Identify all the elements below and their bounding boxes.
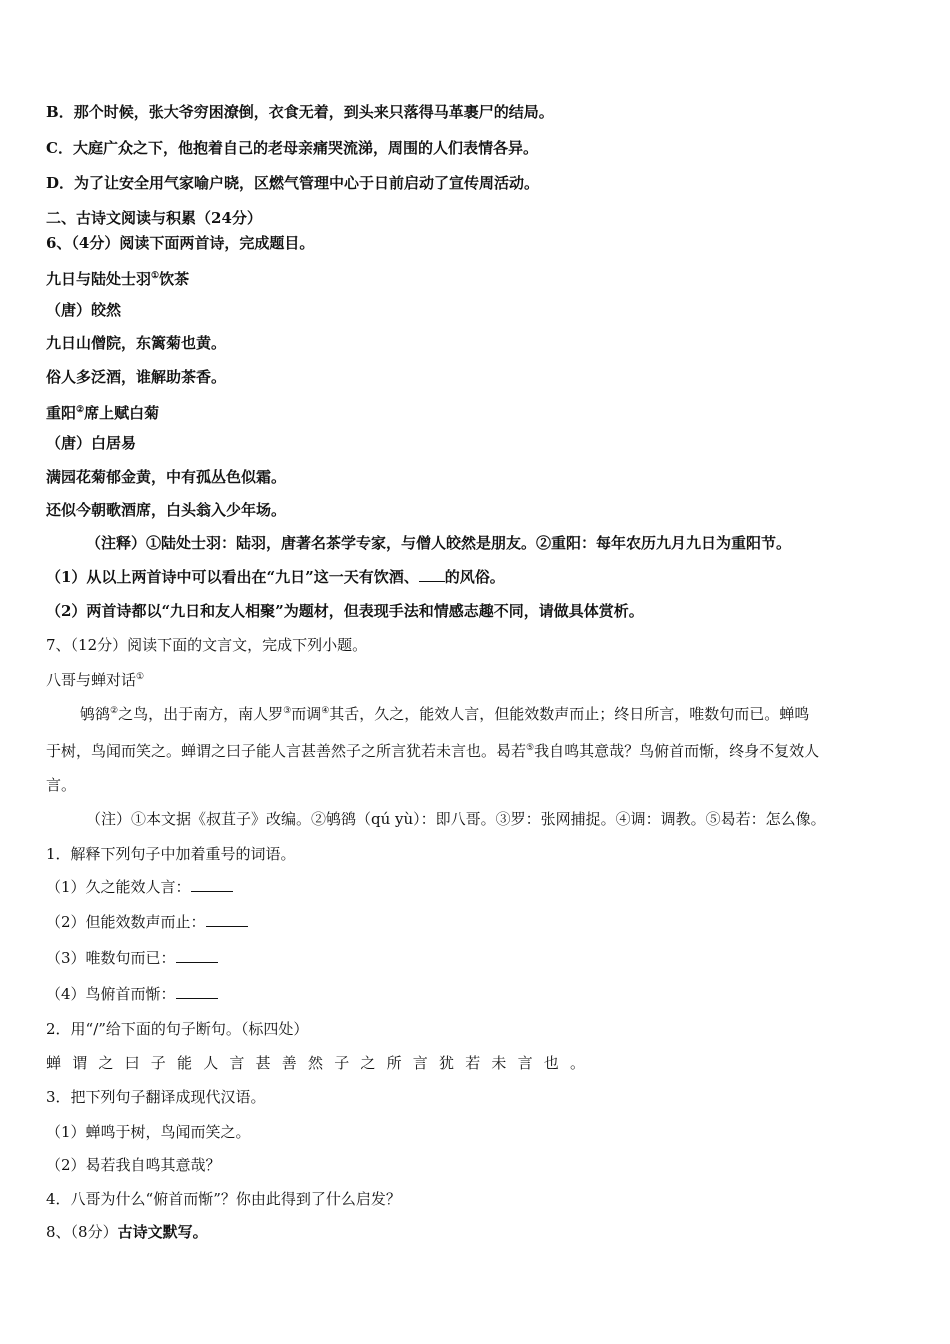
poem2-author: （唐）白居易 bbox=[46, 434, 137, 452]
passage-line3: 言。 bbox=[46, 776, 77, 794]
option-c bbox=[46, 138, 538, 158]
option-text: ．那个时候，张大爷穷困潦倒，衣食无着，到头来只落得马革裹尸的结局。 bbox=[58, 103, 554, 121]
poem-notes: （注释）①陆处士羽：陆羽，唐著名茶学专家，与僧人皎然是朋友。②重阳：每年农历九月九日为重阳节。 bbox=[86, 534, 792, 552]
option-letter: B bbox=[46, 103, 59, 121]
subquestion-1: 1．解释下列句子中加着重号的词语。 bbox=[46, 845, 296, 863]
footnote-marker: ④ bbox=[321, 706, 330, 716]
subquestion-4: 4．八哥为什么“俯首而惭”？你由此得到了什么启发？ bbox=[46, 1190, 401, 1208]
option-letter: D bbox=[46, 174, 60, 192]
option-text: ．大庭广众之下，他抱着自己的老母亲痛哭流涕，周围的人们表情各异。 bbox=[57, 139, 538, 157]
passage-title: 八哥与蝉对话① bbox=[46, 671, 145, 689]
question-6-sub2: （2）两首诗都以“九日和友人相聚”为题材，但表现手法和情感志趣不同，请做具体赏析。 bbox=[46, 602, 644, 620]
question-8-stem: 8、（8分）古诗文默写。 bbox=[46, 1223, 208, 1241]
question-6-sub1: （1）从以上两首诗中可以看出在“九日”这一天有饮酒、 的风俗。 bbox=[46, 568, 505, 586]
footnote-marker: ① bbox=[151, 271, 160, 281]
subquestion-3-item2: （2）曷若我自鸣其意哉？ bbox=[46, 1156, 221, 1174]
question-6-stem: 6、（4分）阅读下面两首诗，完成题目。 bbox=[46, 234, 315, 252]
section-heading: 二、古诗文阅读与积累（24分） bbox=[46, 209, 262, 227]
answer-blank[interactable] bbox=[176, 984, 218, 999]
answer-blank[interactable] bbox=[206, 912, 248, 927]
footnote-marker: ③ bbox=[283, 706, 292, 716]
option-letter: C bbox=[46, 139, 58, 157]
poem2-line2: 还似今朝歌酒席，白头翁入少年场。 bbox=[46, 501, 287, 519]
footnote-marker: ② bbox=[110, 706, 119, 716]
subquestion-1-item4: （4）鸟俯首而惭： bbox=[46, 984, 218, 1004]
poem1-title: 九日与陆处士羽①饮茶 bbox=[46, 270, 190, 288]
subquestion-3-item1: （1）蝉鸣于树，鸟闻而笑之。 bbox=[46, 1123, 251, 1141]
subquestion-1-item1: （1）久之能效人言： bbox=[46, 877, 233, 897]
poem1-line2: 俗人多泛酒，谁解助茶香。 bbox=[46, 368, 227, 386]
answer-blank[interactable] bbox=[191, 877, 233, 892]
footnote-marker: ① bbox=[136, 672, 145, 682]
poem1-author: （唐）皎然 bbox=[46, 301, 122, 319]
answer-blank[interactable] bbox=[419, 567, 445, 582]
poem1-line1: 九日山僧院，东篱菊也黄。 bbox=[46, 334, 227, 352]
option-d bbox=[46, 173, 539, 193]
option-b bbox=[46, 102, 554, 122]
subquestion-3: 3．把下列句子翻译成现代汉语。 bbox=[46, 1088, 266, 1106]
passage-notes: （注）①本文据《叔苴子》改编。②鸲鹆（qú yù）：即八哥。③罗：张网捕捉。④调：调教。⑤曷若：怎么像。 bbox=[86, 810, 826, 828]
subquestion-2: 2．用“/”给下面的句子断句。（标四处） bbox=[46, 1020, 309, 1038]
poem2-title: 重阳②席上赋白菊 bbox=[46, 404, 160, 422]
subquestion-1-item2: （2）但能效数声而止： bbox=[46, 912, 248, 932]
subquestion-1-item3: （3）唯数句而已： bbox=[46, 948, 218, 968]
option-text: ．为了让安全用气家喻户晓，区燃气管理中心于日前启动了宣传周活动。 bbox=[59, 174, 540, 192]
footnote-marker: ⑤ bbox=[526, 743, 535, 753]
passage-line1: 鸲鹆②之鸟，出于南方，南人罗③而调④其舌，久之，能效人言，但能效数声而止；终日所言，唯数句而已。蝉鸣 bbox=[80, 705, 810, 723]
question-7-stem: 7、（12分）阅读下面的文言文，完成下列小题。 bbox=[46, 636, 368, 654]
footnote-marker: ② bbox=[76, 405, 85, 415]
answer-blank[interactable] bbox=[176, 948, 218, 963]
passage-line2: 于树，鸟闻而笑之。蝉谓之曰子能人言甚善然子之所言犹若未言也。曷若⑤我自鸣其意哉？鸟俯首而惭，终身不复效人 bbox=[46, 742, 820, 760]
subquestion-2-sentence: 蝉谓之曰子能人言甚善然子之所言犹若未言也。 bbox=[46, 1054, 597, 1072]
poem2-line1: 满园花菊郁金黄，中有孤丛色似霜。 bbox=[46, 468, 287, 486]
